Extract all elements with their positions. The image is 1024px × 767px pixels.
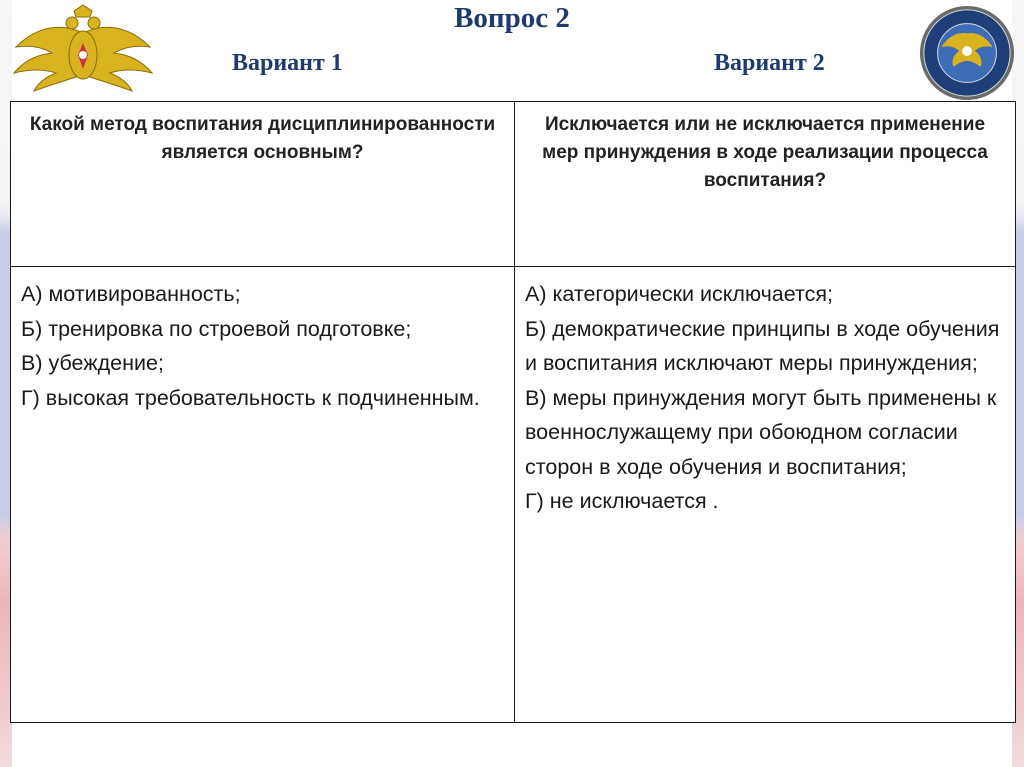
variant-1-question-cell [11,102,515,267]
answer-option: А) мотивированность; [21,282,241,306]
answer-option: Б) демократические принципы в ходе обучения и воспитания исключают меры принуждения; [525,316,1000,375]
answer-option: В) меры принуждения могут быть применены к военнослужащему при обоюдном согласии сторон в ходе обучения и воспитания; [525,385,997,479]
answer-option: Б) тренировка по строевой подготовке; [21,316,412,341]
variant-1-answers-cell [11,267,515,723]
answer-option: А) категорически исключается; [525,282,833,306]
page-title: Вопрос 2 [454,2,570,34]
military-academy-seal-icon [918,4,1016,102]
variant-2-answers-cell [515,267,1016,723]
variant-2-question: Исключается или не исключается применение мер принуждения в ходе реализации процесса воспитания? [542,114,988,191]
answer-option: Г) не исключается . [525,489,719,513]
variant-1-question: Какой метод воспитания дисциплинированности является основным? [29,114,496,163]
variant-2-question-cell [515,102,1016,267]
variant-2-heading: Вариант 2 [714,50,825,76]
answer-option: Г) высокая требовательность к подчиненным. [21,385,480,410]
questions-table [10,101,1016,723]
variant-1-heading: Вариант 1 [232,50,343,76]
answer-option: В) убеждение; [21,351,164,375]
